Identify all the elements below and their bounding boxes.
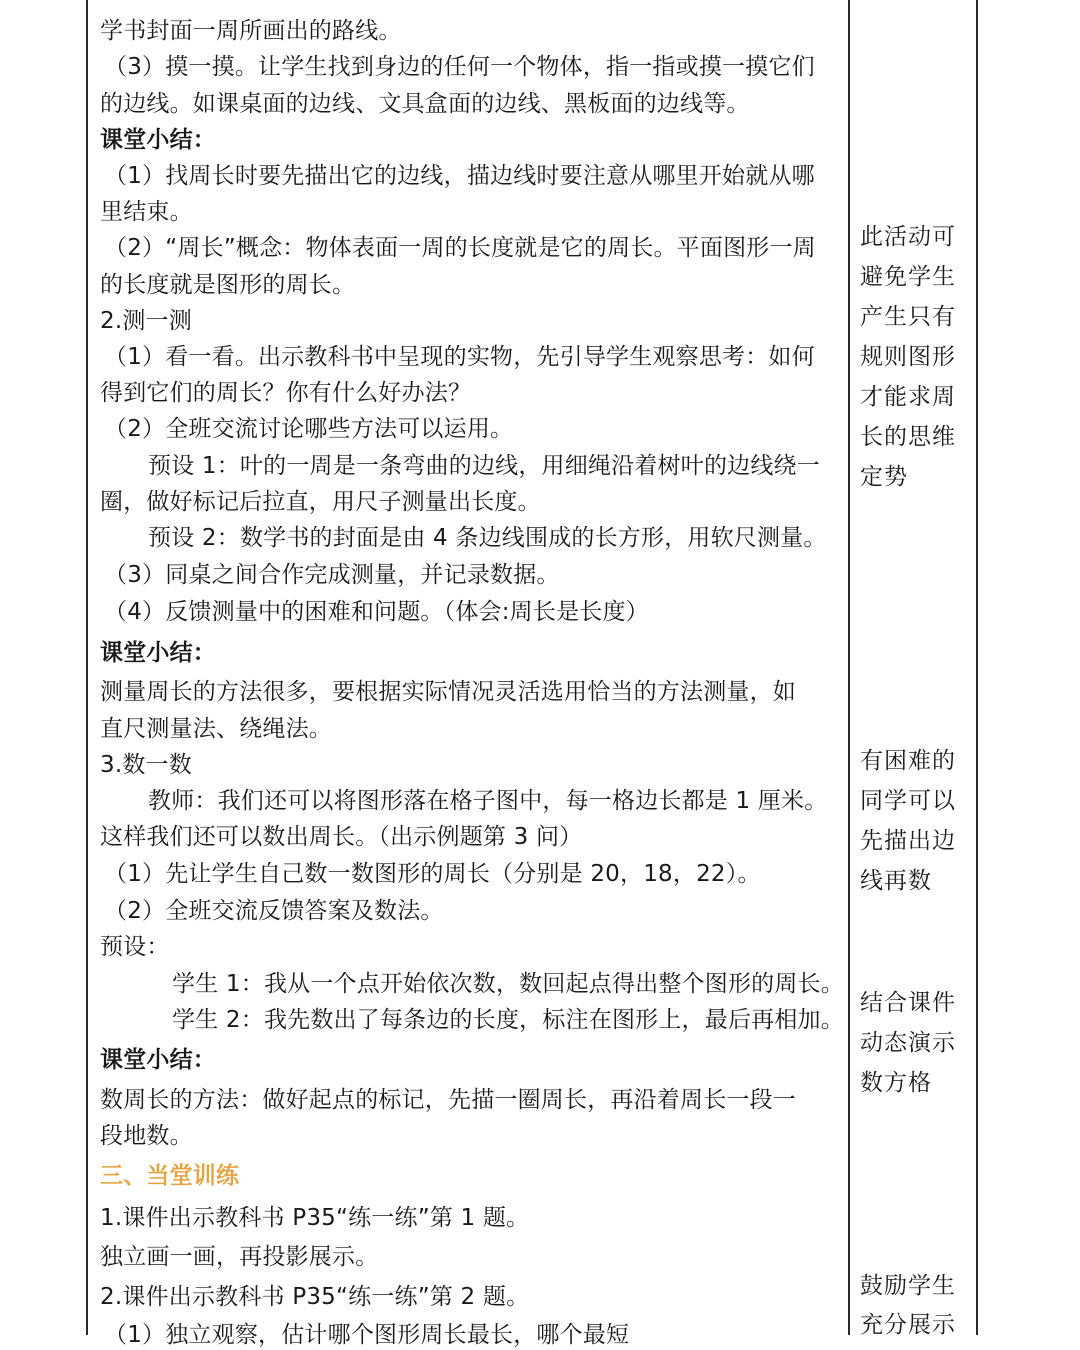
note-line: 同学可以 bbox=[860, 788, 956, 814]
text-line: 得到它们的周长？你有什么好办法？ bbox=[100, 380, 472, 406]
note-line: 产生只有 bbox=[860, 304, 956, 330]
note-line: 数方格 bbox=[860, 1070, 932, 1096]
text-line: （1）找周长时要先描出它的边线，描边线时要注意从哪里开始就从哪 bbox=[104, 163, 815, 189]
column-divider bbox=[848, 0, 850, 1335]
note-line: 才能求周 bbox=[860, 384, 956, 410]
text-line: 数周长的方法：做好起点的标记，先描一圈周长，再沿着周长一段一 bbox=[100, 1087, 796, 1113]
text-line: 的长度就是图形的周长。 bbox=[100, 272, 356, 298]
note-line: 充分展示 bbox=[860, 1312, 956, 1338]
note-line: 先描出边 bbox=[860, 828, 956, 854]
note-line: 有困难的 bbox=[860, 748, 956, 774]
text-line: 预设： bbox=[100, 934, 170, 960]
text-line: 教师：我们还可以将图形落在格子图中，每一格边长都是 1 厘米。 bbox=[148, 788, 828, 814]
text-line: （2）全班交流反馈答案及数法。 bbox=[104, 898, 444, 924]
text-line: （2）全班交流讨论哪些方法可以运用。 bbox=[104, 416, 514, 442]
text-line: 独立画一画，再投影展示。 bbox=[100, 1244, 379, 1270]
summary-heading: 课堂小结： bbox=[100, 1047, 216, 1073]
text-line: 直尺测量法、绕绳法。 bbox=[100, 716, 332, 742]
text-line: 1.课件出示教科书 P35“练一练”第 1 题。 bbox=[100, 1205, 530, 1231]
section-title: 3.数一数 bbox=[100, 752, 192, 778]
note-line: 规则图形 bbox=[860, 344, 956, 370]
summary-heading: 课堂小结： bbox=[100, 640, 216, 666]
note-line: 动态演示 bbox=[860, 1030, 956, 1056]
text-line: （3）摸一摸。让学生找到身边的任何一个物体，指一指或摸一摸它们 bbox=[104, 54, 815, 80]
text-line: （3）同桌之间合作完成测量，并记录数据。 bbox=[104, 562, 560, 588]
text-line: （2）“周长”概念：物体表面一周的长度就是它的周长。平面图形一周 bbox=[104, 235, 816, 261]
note-line: 鼓励学生 bbox=[860, 1273, 956, 1299]
note-line: 此活动可 bbox=[860, 224, 956, 250]
section-title: 2.测一测 bbox=[100, 308, 192, 334]
note-line: 长的思维 bbox=[860, 424, 956, 450]
text-line: （1）先让学生自己数一数图形的周长（分别是 20，18，22）。 bbox=[104, 861, 761, 887]
text-line: （1）独立观察，估计哪个图形周长最长，哪个最短 bbox=[104, 1322, 630, 1348]
text-line: 里结束。 bbox=[100, 199, 193, 225]
text-line: 的边线。如课桌面的边线、文具盒面的边线、黑板面的边线等。 bbox=[100, 91, 750, 117]
text-line: 测量周长的方法很多，要根据实际情况灵活选用恰当的方法测量，如 bbox=[100, 679, 796, 705]
practice-heading: 三、当堂训练 bbox=[100, 1163, 240, 1189]
text-line: 圈，做好标记后拉直，用尺子测量出长度。 bbox=[100, 489, 541, 515]
text-line: 预设 2：数学书的封面是由 4 条边线围成的长方形，用软尺测量。 bbox=[148, 525, 827, 551]
note-line: 结合课件 bbox=[860, 990, 956, 1016]
text-line: 学生 2：我先数出了每条边的长度，标注在图形上，最后再相加。 bbox=[172, 1007, 844, 1033]
text-line: 预设 1：叶的一周是一条弯曲的边线，用细绳沿着树叶的边线绕一 bbox=[148, 453, 820, 479]
text-line: 2.课件出示教科书 P35“练一练”第 2 题。 bbox=[100, 1284, 530, 1310]
note-line: 避免学生 bbox=[860, 264, 956, 290]
text-line: 学生 1：我从一个点开始依次数，数回起点得出整个图形的周长。 bbox=[172, 971, 844, 997]
note-line: 线再数 bbox=[860, 868, 932, 894]
text-line: （1）看一看。出示教科书中呈现的实物，先引导学生观察思考：如何 bbox=[104, 344, 815, 370]
text-line: 学书封面一周所画出的路线。 bbox=[100, 18, 402, 44]
summary-heading: 课堂小结： bbox=[100, 127, 216, 153]
note-line: 定势 bbox=[860, 464, 908, 490]
text-line: （4）反馈测量中的困难和问题。（体会:周长是长度） bbox=[104, 599, 649, 625]
text-line: 段地数。 bbox=[100, 1123, 193, 1149]
text-line: 这样我们还可以数出周长。（出示例题第 3 问） bbox=[100, 824, 583, 850]
